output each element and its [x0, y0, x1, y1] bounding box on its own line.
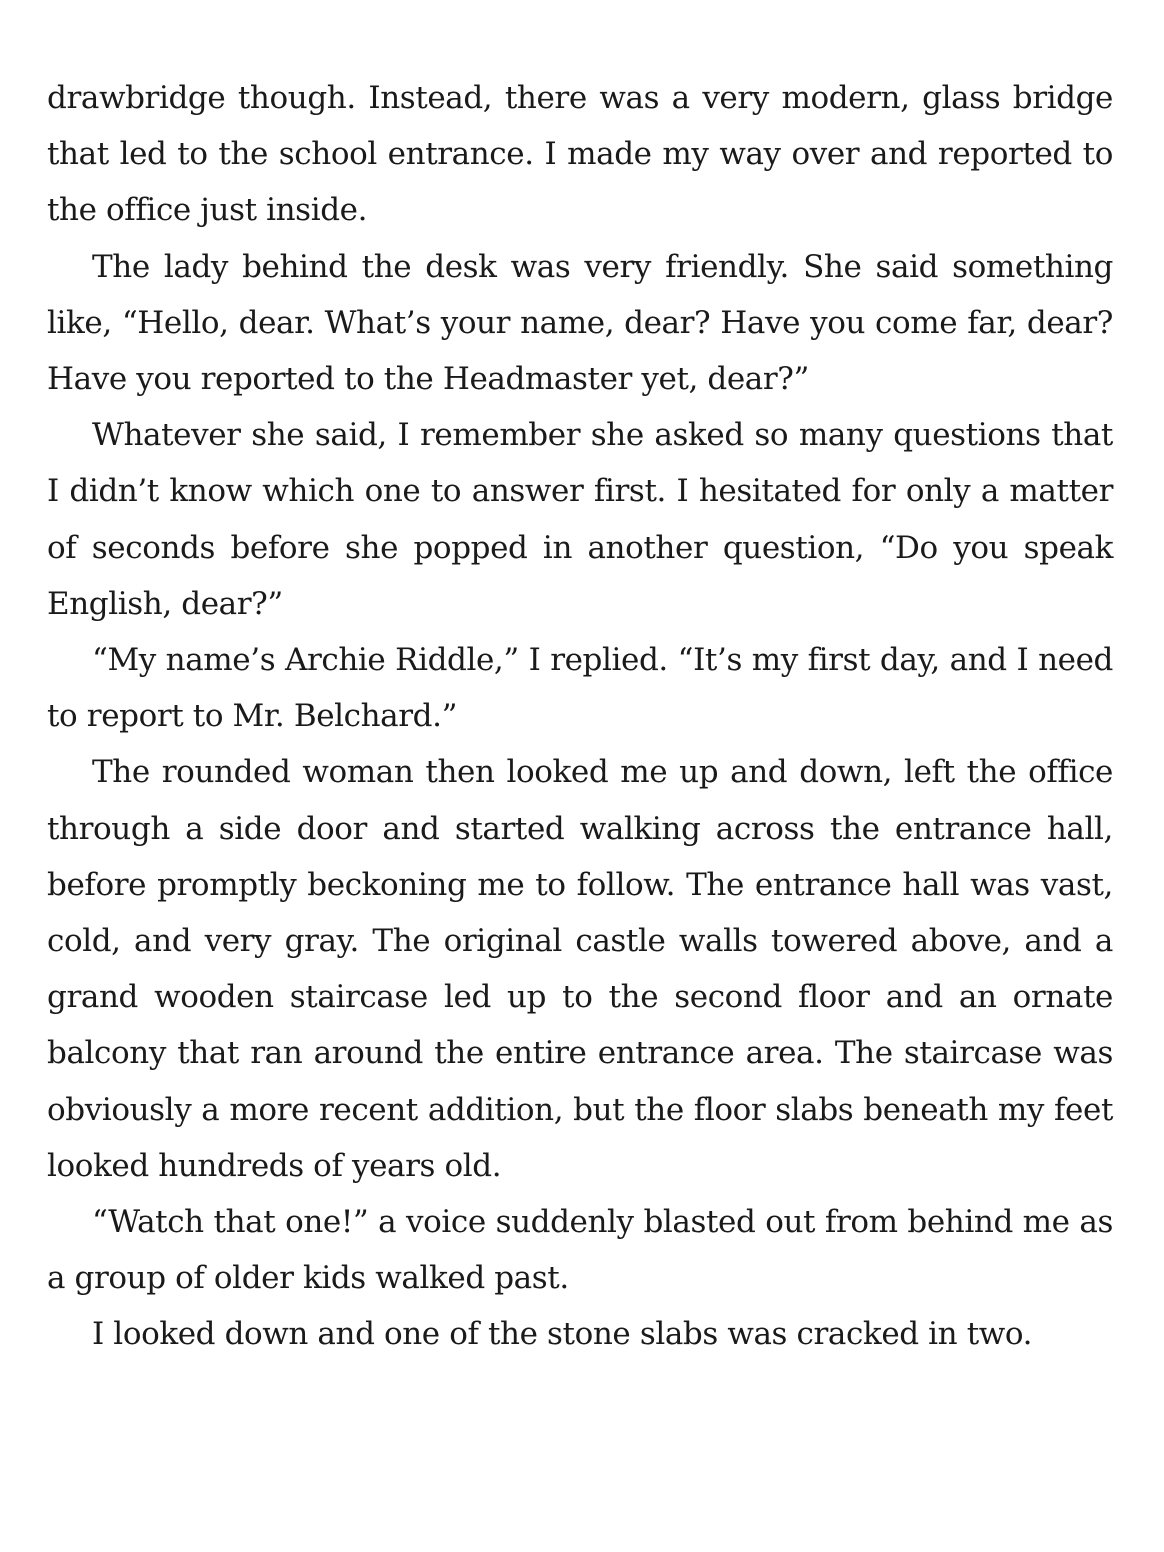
book-page: [47, 70, 1113, 1363]
paragraph-1: drawbridge though. Instead, there was a very modern, glass bridge that led to the school entrance. I made my way over and reported to the office just inside.: [47, 80, 1113, 229]
paragraph-7: I looked down and one of the stone slabs was cracked in two.: [92, 1316, 1033, 1353]
paragraph-5: The rounded woman then looked me up and down, left the office through a side door and started walking across the entrance hall, before promptly beckoning me to follow. The entrance hall was vast, cold, and very gray. The original castle walls towered above, and a grand wooden staircase led up to the second floor and an ornate balcony that ran around the entire entrance area. The staircase was obviously a more recent addition, but the floor slabs beneath my feet looked hundreds of years old.: [47, 754, 1113, 1184]
paragraph-2: The lady behind the desk was very friendly. She said something like, “Hello, dear. What’s your name, dear? Have you come far, dear? Have you reported to the Headmaster yet, dear?”: [47, 248, 1113, 398]
paragraph-6: “Watch that one!” a voice suddenly blasted out from behind me as a group of older kids walked past.: [47, 1204, 1113, 1297]
paragraph-3: Whatever she said, I remember she asked so many questions that I didn’t know which one to answer first. I hesitated for only a matter of seconds before she popped in another question, “Do you speak English, dear?”: [47, 417, 1113, 622]
paragraph-4: “My name’s Archie Riddle,” I replied. “It’s my first day, and I need to report to Mr. Belchard.”: [47, 642, 1113, 735]
